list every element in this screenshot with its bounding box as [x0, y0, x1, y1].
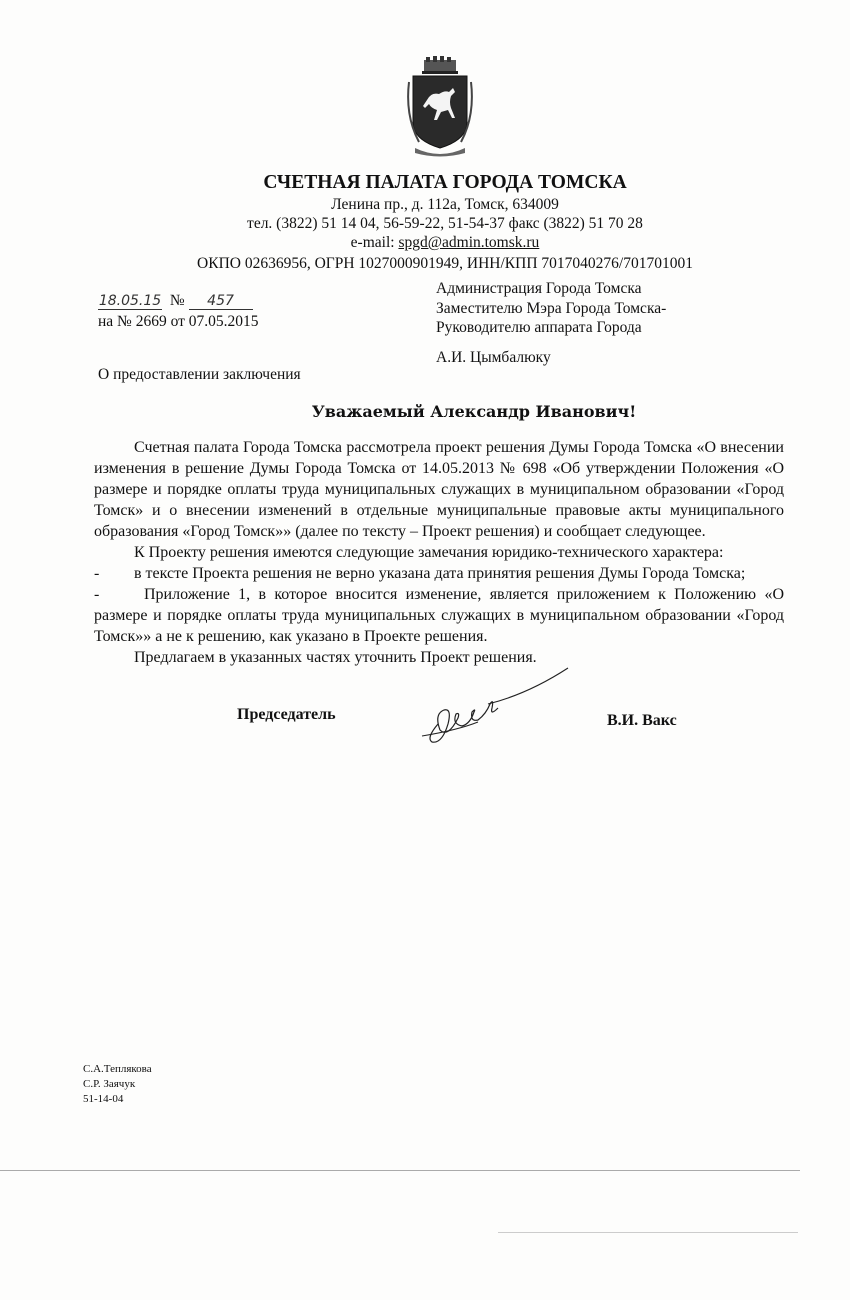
organization-phones: тел. (3822) 51 14 04, 56-59-22, 51-54-37 факс (3822) 51 70 28	[247, 215, 643, 232]
executors-block	[83, 1062, 152, 1107]
outgoing-number: 457	[189, 293, 253, 310]
scan-artifact-line	[498, 1232, 798, 1233]
remark-dash: -	[94, 586, 100, 603]
scan-artifact-line	[0, 1170, 800, 1171]
recipient-line-3: Руководителю аппарата Города	[436, 319, 642, 336]
letter-body	[94, 437, 784, 668]
letter-subject: О предоставлении заключения	[98, 366, 301, 383]
signatory-name: В.И. Вакс	[607, 712, 677, 729]
remark-text-2: Приложение 1, в которое вносится изменение, является приложением к Положению «О размере и порядке оплаты труда муниципальных служащих в муниципальном образовании «Город Томск»» а не к решению, как указано в Проекте решения.	[94, 586, 784, 645]
tomsk-coat-of-arms-icon	[403, 56, 477, 160]
remark-item-2	[94, 584, 784, 647]
outgoing-number-label: №	[169, 292, 185, 309]
email-link[interactable]: spgd@admin.tomsk.ru	[398, 234, 540, 251]
organization-registry: ОКПО 02636956, ОГРН 1027000901949, ИНН/КПП 7017040276/701701001	[197, 255, 693, 272]
recipient-name: А.И. Цымбалюку	[436, 349, 551, 366]
handwritten-signature-icon	[418, 664, 578, 744]
remark-dash: -	[94, 565, 100, 582]
recipient-line-2: Заместителю Мэра Города Томска-	[436, 300, 667, 317]
remark-text-1: в тексте Проекта решения не верно указана дата принятия решения Думы Города Томска;	[134, 565, 746, 582]
email-label: e-mail:	[350, 234, 399, 251]
organization-name: СЧЕТНАЯ ПАЛАТА ГОРОДА ТОМСКА	[263, 172, 627, 193]
outgoing-reference	[98, 292, 253, 310]
recipient-line-1: Администрация Города Томска	[436, 280, 642, 297]
executor-2: С.Р. Заячук	[83, 1078, 136, 1090]
body-paragraph-1: Счетная палата Города Томска рассмотрела проект решения Думы Города Томска «О внесении изменения в решение Думы Города Томска от 14.05.2013 № 698 «Об утверждении Положения «О размере и порядке оплаты труда муниципальных служащих в муниципальном образовании «Город Томск» и о внесении изменений в отдельные муниципальные правовые акты муниципального образования «Город Томск»» (далее по тексту – Проект решения) и сообщает следующее.	[94, 439, 784, 540]
body-paragraph-3: Предлагаем в указанных частях уточнить Проект решения.	[134, 649, 537, 666]
outgoing-date: 18.05.15	[98, 293, 162, 309]
organization-address: Ленина пр., д. 112а, Томск, 634009	[331, 196, 559, 213]
organization-email-line	[0, 234, 850, 252]
remark-item-1	[94, 563, 784, 584]
executor-phone: 51-14-04	[83, 1093, 124, 1105]
executor-1: С.А.Теплякова	[83, 1063, 152, 1075]
letter-greeting: Уважаемый Александр Иванович!	[311, 402, 637, 421]
body-paragraph-2: К Проекту решения имеются следующие замечания юридико-технического характера:	[134, 544, 724, 561]
signatory-position: Председатель	[237, 706, 336, 723]
reply-reference: на № 2669 от 07.05.2015	[98, 313, 259, 330]
